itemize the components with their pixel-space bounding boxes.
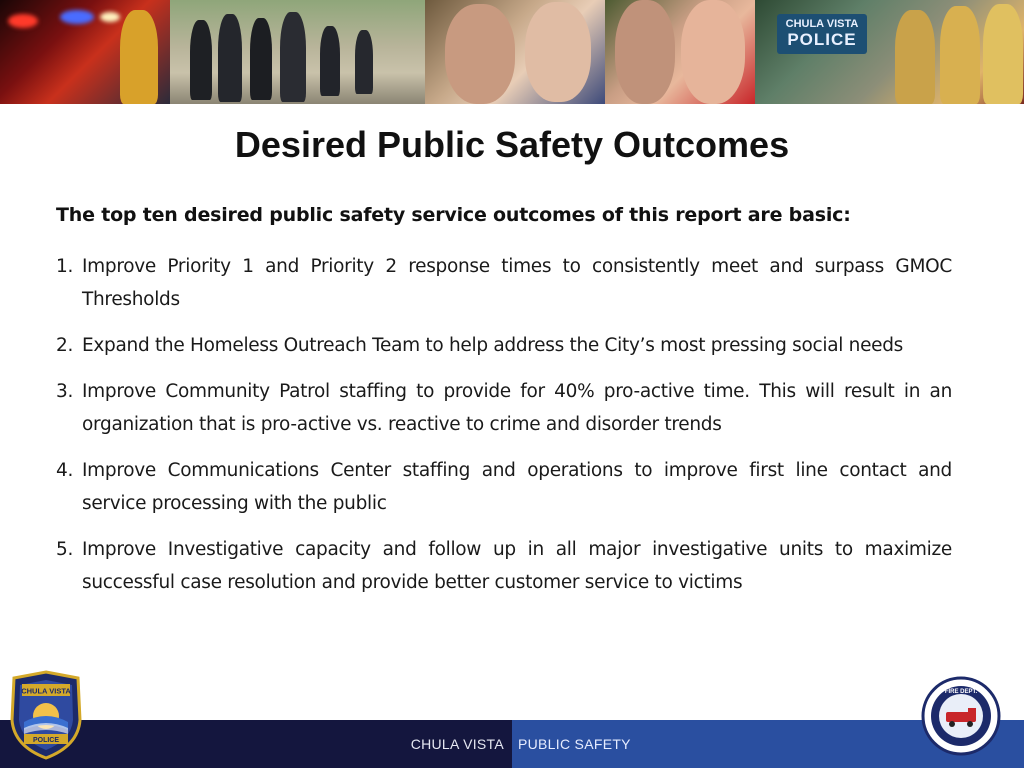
list-item-number: 4. — [56, 460, 74, 481]
fire-department-logo-icon — [916, 676, 1006, 756]
banner-photo-police-officers — [170, 0, 425, 104]
outcomes-list — [56, 250, 952, 612]
list-item-text: Improve Investigative capacity and follow up in all major investigative units to maximize successful case resolution and provide better customer service to victims — [82, 539, 952, 593]
list-item-number: 3. — [56, 381, 74, 402]
banner-photo-children-boys — [605, 0, 755, 104]
intro-text: The top ten desired public safety service outcomes of this report are basic: — [56, 204, 851, 226]
police-badge-logo-icon — [8, 670, 84, 760]
banner-photo-firefighters-emergency — [0, 0, 170, 104]
banner-photo-collage — [0, 0, 1024, 104]
chula-vista-police-sign: CHULA VISTA POLICE — [777, 14, 867, 54]
footer-public-safety-text: PUBLIC SAFETY — [518, 736, 631, 752]
list-item — [56, 329, 952, 362]
list-item-text: Expand the Homeless Outreach Team to help address the City’s most pressing social needs — [82, 335, 904, 356]
list-item — [56, 250, 952, 316]
list-item-text: Improve Community Patrol staffing to provide for 40% pro-active time. This will result in an organization that is pro-active vs. reactive to crime and disorder trends — [82, 381, 952, 435]
slide-title: Desired Public Safety Outcomes — [234, 124, 790, 165]
list-item — [56, 375, 952, 441]
banner-photo-police-sign-firefighters — [755, 0, 1024, 104]
footer-chula-vista-text: CHULA VISTA — [410, 736, 504, 752]
list-item — [56, 533, 952, 599]
police-badge-text2: POLICE — [32, 737, 60, 744]
police-badge-text: CHULA VISTA — [21, 686, 71, 696]
list-item-text: Improve Communications Center staffing and operations to improve first line contact and service processing with the public — [82, 460, 952, 514]
list-item-number: 5. — [56, 539, 74, 560]
list-item-number: 1. — [56, 256, 74, 277]
fire-badge-text: FIRE DEPT. — [944, 689, 978, 695]
list-item-number: 2. — [56, 335, 74, 356]
list-item — [56, 454, 952, 520]
banner-photo-children-girls — [425, 0, 605, 104]
list-item-text: Improve Priority 1 and Priority 2 response times to consistently meet and surpass GMOC Thresholds — [82, 256, 952, 310]
